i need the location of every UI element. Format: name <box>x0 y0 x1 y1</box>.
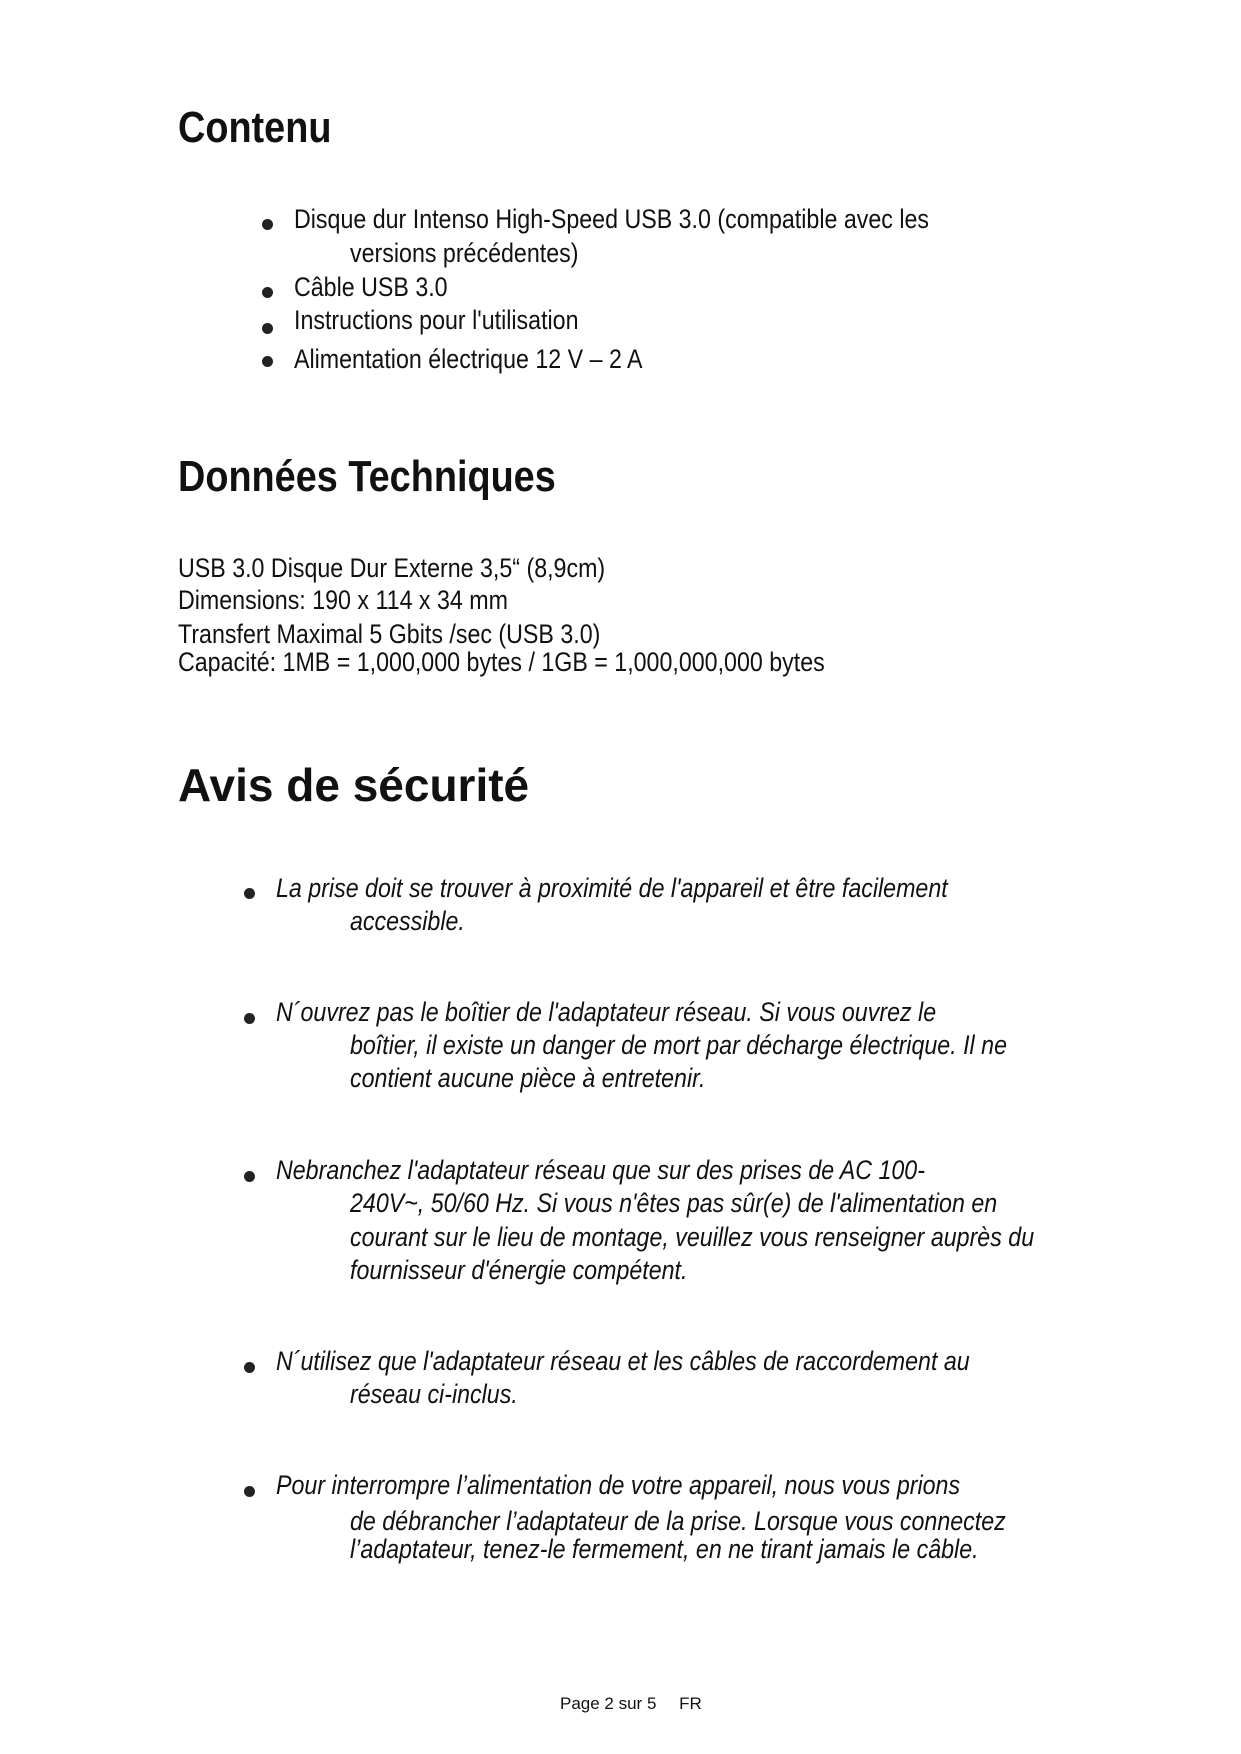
list-item-text: N´utilisez que l'adaptateur réseau et les câbles de raccordement au <box>276 1346 970 1376</box>
list-item-text-continued: réseau ci-inclus. <box>350 1379 518 1409</box>
bullet-icon <box>244 1486 255 1497</box>
list-item-text: Nebranchez l'adaptateur réseau que sur des prises de AC 100- <box>276 1155 925 1185</box>
list-item-text: La prise doit se trouver à proximité de l'appareil et être facilement <box>276 873 948 903</box>
list-item-text: Alimentation électrique 12 V – 2 A <box>294 344 643 374</box>
list-item-text: Disque dur Intenso High-Speed USB 3.0 (compatible avec les <box>294 204 930 234</box>
spec-line: Dimensions: 190 x 114 x 34 mm <box>178 585 508 615</box>
bullet-icon <box>244 1171 255 1182</box>
bullet-icon <box>262 219 273 230</box>
list-item-text-continued: contient aucune pièce à entretenir. <box>350 1063 706 1093</box>
list-item-text-continued: 240V~, 50/60 Hz. Si vous n'êtes pas sûr(e) de l'alimentation en <box>350 1188 998 1218</box>
safety-heading: Avis de sécurité <box>178 759 530 811</box>
list-item-text: N´ouvrez pas le boîtier de l'adaptateur réseau. Si vous ouvrez le <box>276 997 937 1027</box>
bullet-icon <box>262 356 273 367</box>
bullet-icon <box>262 323 273 334</box>
contents-heading: Contenu <box>178 103 332 152</box>
list-item-text: Instructions pour l'utilisation <box>294 305 579 335</box>
spec-line: Capacité: 1MB = 1,000,000 bytes / 1GB = 1,000,000,000 bytes <box>178 647 825 677</box>
bullet-icon <box>244 888 255 899</box>
list-item-text-continued: boîtier, il existe un danger de mort par décharge électrique. Il ne <box>350 1030 1007 1060</box>
language-code: FR <box>679 1694 702 1713</box>
page-number: Page 2 sur 5 <box>560 1694 657 1713</box>
list-item-text-continued: versions précédentes) <box>350 238 579 268</box>
spec-line: Transfert Maximal 5 Gbits /sec (USB 3.0) <box>178 619 601 649</box>
bullet-icon <box>262 287 273 298</box>
bullet-icon <box>244 1013 255 1024</box>
list-item-text: Câble USB 3.0 <box>294 272 448 302</box>
technical-heading: Données Techniques <box>178 452 556 501</box>
list-item-text: Pour interrompre l’alimentation de votre appareil, nous vous prions <box>276 1470 961 1500</box>
list-item-text-continued: de débrancher l’adaptateur de la prise. Lorsque vous connectez <box>350 1506 1006 1536</box>
list-item-text-continued: accessible. <box>350 906 465 936</box>
page-footer <box>560 1694 702 1714</box>
list-item-text-continued: courant sur le lieu de montage, veuillez vous renseigner auprès du <box>350 1222 1035 1252</box>
list-item-text-continued: fournisseur d'énergie compétent. <box>350 1255 688 1285</box>
spec-line: USB 3.0 Disque Dur Externe 3,5“ (8,9cm) <box>178 553 606 583</box>
bullet-icon <box>244 1362 255 1373</box>
list-item-text-continued: l’adaptateur, tenez-le fermement, en ne tirant jamais le câble. <box>350 1534 979 1564</box>
